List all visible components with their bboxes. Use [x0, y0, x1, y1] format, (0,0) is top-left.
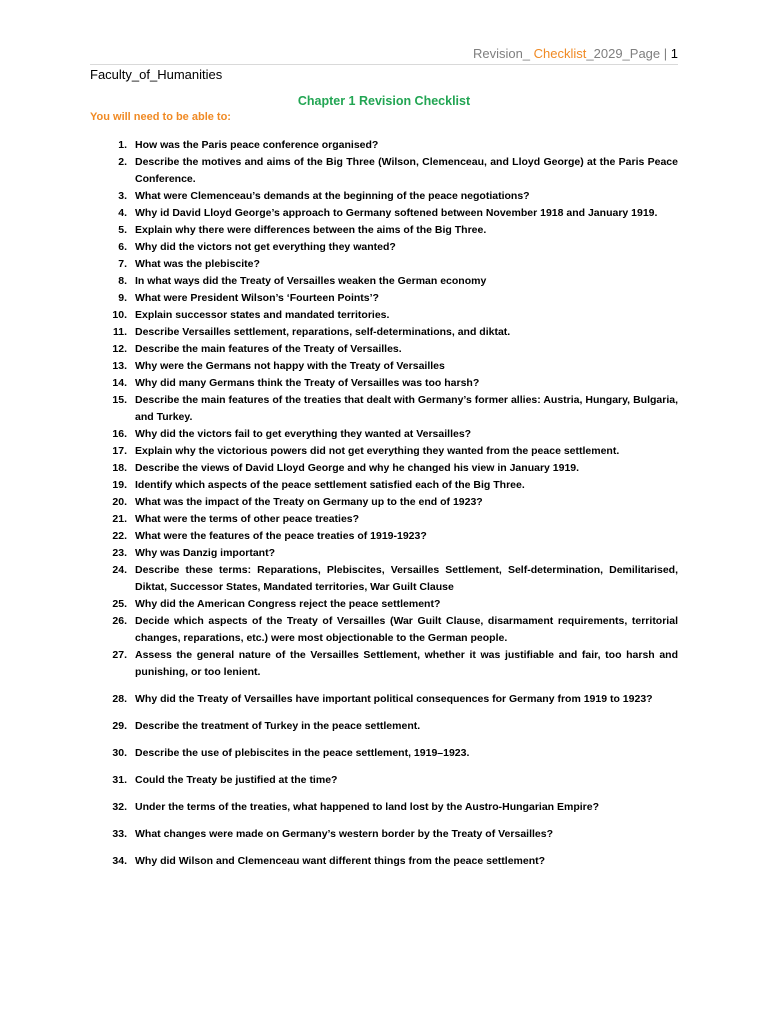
question-number: 9.	[118, 292, 127, 304]
question-text: Identify which aspects of the peace settlement satisfied each of the Big Three.	[135, 479, 525, 491]
question-text: Assess the general nature of the Versailles Settlement, whether it was justifiable and fair, too harsh and punishing, or too lenient.	[135, 649, 678, 678]
header-separator: |	[660, 46, 671, 61]
question-text: Why did the victors not get everything they wanted?	[135, 241, 396, 253]
list-item	[104, 826, 678, 843]
question-number: 2.	[118, 156, 127, 168]
list-item	[104, 307, 678, 324]
question-number: 17.	[112, 445, 127, 457]
page-title: Chapter 1 Revision Checklist	[297, 94, 471, 108]
list-item	[104, 443, 678, 460]
question-text: What were the terms of other peace treaties?	[135, 513, 360, 525]
question-number: 1.	[118, 139, 127, 151]
question-number: 14.	[112, 377, 127, 389]
question-text: Describe the main features of the treaties that dealt with Germany’s former allies: Austria, Hungary, Bulgaria, and Turkey.	[135, 394, 678, 423]
question-number: 16.	[112, 428, 127, 440]
list-item	[104, 205, 678, 222]
question-text: Why did the victors fail to get everything they wanted at Versailles?	[135, 428, 472, 440]
question-number: 4.	[118, 207, 127, 219]
question-text: Describe Versailles settlement, reparations, self-determinations, and diktat.	[135, 326, 511, 338]
question-number: 5.	[118, 224, 127, 236]
question-number: 23.	[112, 547, 127, 559]
question-text: Explain successor states and mandated territories.	[135, 309, 390, 321]
question-text: Why did the American Congress reject the peace settlement?	[135, 598, 441, 610]
list-item	[104, 799, 678, 816]
question-text: What were the features of the peace treaties of 1919-1923?	[135, 530, 427, 542]
question-text: Why was Danzig important?	[135, 547, 276, 559]
list-item	[104, 290, 678, 307]
list-item	[104, 691, 678, 708]
list-item	[104, 375, 678, 392]
list-item	[104, 772, 678, 789]
page-header	[90, 46, 678, 65]
header-accent: Checklist	[533, 46, 587, 61]
question-text: Describe these terms: Reparations, Plebiscites, Versailles Settlement, Self-determination, Demilitarised, Diktat, Successor States, Mandated territories, War Guilt Clause	[135, 564, 678, 593]
question-number: 15.	[112, 394, 127, 406]
question-number: 29.	[112, 720, 127, 732]
question-text: How was the Paris peace conference organised?	[135, 139, 379, 151]
header-prefix: Revision_	[472, 46, 534, 61]
question-number: 28.	[112, 693, 127, 705]
question-number: 32.	[112, 801, 127, 813]
list-item	[104, 426, 678, 443]
question-text: What were Clemenceau’s demands at the beginning of the peace negotiations?	[135, 190, 530, 202]
question-number: 26.	[112, 615, 127, 627]
question-number: 12.	[112, 343, 127, 355]
question-text: Why did many Germans think the Treaty of Versailles was too harsh?	[135, 377, 480, 389]
question-number: 13.	[112, 360, 127, 372]
page-number: 1	[670, 46, 678, 61]
question-number: 27.	[112, 649, 127, 661]
question-text: Describe the motives and aims of the Big Three (Wilson, Clemenceau, and Lloyd George) at the Paris Peace Conference.	[135, 156, 678, 185]
question-number: 25.	[112, 598, 127, 610]
list-item	[104, 222, 678, 239]
question-text: Describe the main features of the Treaty of Versailles.	[135, 343, 402, 355]
question-text: Why did Wilson and Clemenceau want different things from the peace settlement?	[135, 855, 546, 867]
question-number: 19.	[112, 479, 127, 491]
question-text: Decide which aspects of the Treaty of Versailles (War Guilt Clause, disarmament requirements, territorial changes, reparations, etc.) were most objectionable to the German people.	[135, 615, 678, 644]
question-text: Describe the use of plebiscites in the peace settlement, 1919–1923.	[135, 747, 470, 759]
list-item	[104, 545, 678, 562]
question-text: What were President Wilson’s ‘Fourteen Points’?	[135, 292, 379, 304]
question-number: 7.	[118, 258, 127, 270]
question-text: Could the Treaty be justified at the time?	[135, 774, 338, 786]
question-number: 20.	[112, 496, 127, 508]
question-text: Describe the views of David Lloyd George and why he changed his view in January 1919.	[135, 462, 580, 474]
question-number: 11.	[112, 326, 127, 338]
question-number: 3.	[118, 190, 127, 202]
list-item	[104, 460, 678, 477]
list-item	[104, 273, 678, 290]
list-item	[104, 477, 678, 494]
faculty-label: Faculty_of_Humanities	[90, 67, 223, 82]
list-item	[104, 154, 678, 188]
question-text: What changes were made on Germany’s western border by the Treaty of Versailles?	[135, 828, 554, 840]
question-text: In what ways did the Treaty of Versailles weaken the German economy	[135, 275, 487, 287]
question-number: 34.	[112, 855, 127, 867]
list-item	[104, 324, 678, 341]
question-text: What was the plebiscite?	[135, 258, 260, 270]
question-number: 33.	[112, 828, 127, 840]
list-item	[104, 392, 678, 426]
list-item	[104, 358, 678, 375]
question-number: 18.	[112, 462, 127, 474]
list-item	[104, 718, 678, 735]
question-number: 8.	[118, 275, 127, 287]
list-item	[104, 511, 678, 528]
question-number: 10.	[112, 309, 127, 321]
list-item	[104, 239, 678, 256]
list-item	[104, 528, 678, 545]
question-text: Describe the treatment of Turkey in the peace settlement.	[135, 720, 421, 732]
list-item	[104, 647, 678, 681]
list-item	[104, 494, 678, 511]
question-text: Why id David Lloyd George’s approach to Germany softened between November 1918 and January 1919.	[135, 207, 658, 219]
question-number: 30.	[112, 747, 127, 759]
question-number: 22.	[112, 530, 127, 542]
question-text: Why were the Germans not happy with the Treaty of Versailles	[135, 360, 445, 372]
question-list	[104, 137, 678, 870]
question-number: 24.	[112, 564, 127, 576]
list-item	[104, 137, 678, 154]
question-text: What was the impact of the Treaty on Germany up to the end of 1923?	[135, 496, 483, 508]
list-item	[104, 188, 678, 205]
list-item	[104, 256, 678, 273]
list-item	[104, 853, 678, 870]
question-number: 31.	[112, 774, 127, 786]
question-text: Why did the Treaty of Versailles have important political consequences for Germany from 1919 to 1923?	[135, 693, 653, 705]
question-number: 6.	[118, 241, 127, 253]
list-item	[104, 613, 678, 647]
question-text: Explain why there were differences between the aims of the Big Three.	[135, 224, 487, 236]
list-item	[104, 341, 678, 358]
list-item	[104, 596, 678, 613]
section-subtitle: You will need to be able to:	[90, 111, 231, 123]
question-text: Explain why the victorious powers did not get everything they wanted from the peace settlement.	[135, 445, 620, 457]
question-number: 21.	[112, 513, 127, 525]
list-item	[104, 745, 678, 762]
list-item	[104, 562, 678, 596]
header-suffix: _2029_Page	[586, 46, 661, 61]
question-text: Under the terms of the treaties, what happened to land lost by the Austro-Hungarian Empire?	[135, 801, 599, 813]
